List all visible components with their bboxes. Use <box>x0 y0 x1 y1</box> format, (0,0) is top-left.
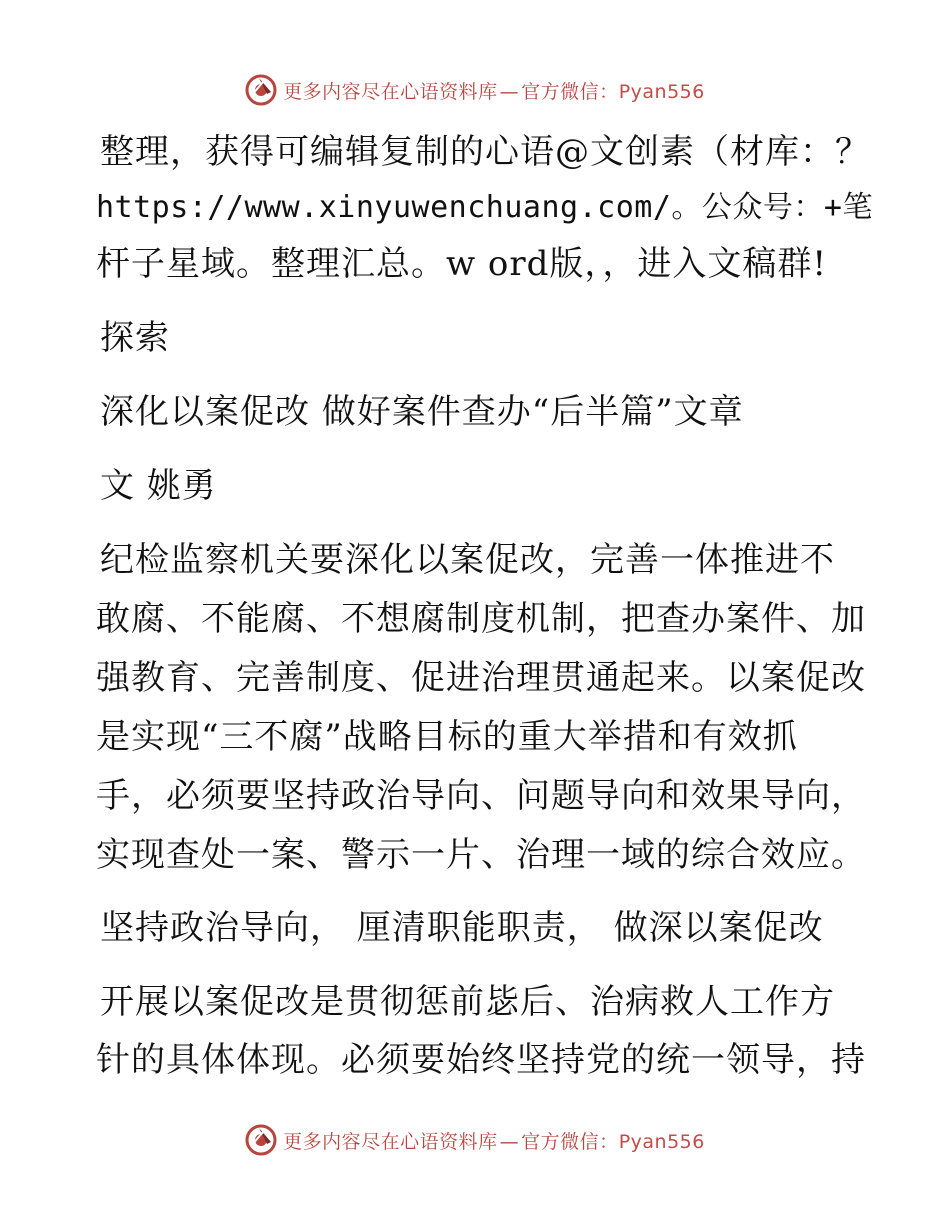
body-line: 实现查处一案、警示一片、治理一域的综合效应。 <box>96 835 866 875</box>
section-label: 探索 <box>100 318 170 358</box>
banner-site-text: 更多内容尽在心语资料库 <box>283 80 498 103</box>
banner-contact-label: 官方微信： <box>521 1130 619 1153</box>
body-line: 开展以案促改是贯彻惩前毖后、治病救人工作方 <box>100 982 835 1022</box>
article-author: 文 姚勇 <box>100 466 217 506</box>
banner-contact-id: Pyan556 <box>618 1130 705 1153</box>
body-line: 强教育、完善制度、促进治理贯通起来。以案促改 <box>96 658 866 698</box>
body-line: 是实现“三不腐”战略目标的重大举措和有效抓 <box>96 717 798 757</box>
footer-banner <box>0 1120 950 1160</box>
article-title: 深化以案促改 做好案件查办“后半篇”文章 <box>100 392 744 432</box>
banner-text <box>283 1127 705 1154</box>
body-line: 纪检监察机关要深化以案促改，完善一体推进不 <box>100 540 835 580</box>
body-line: 手，必须要坚持政治导向、问题导向和效果导向， <box>96 776 866 816</box>
banner-dash: — <box>499 80 520 103</box>
section-heading: 坚持政治导向， 厘清职能职责， 做深以案促改 <box>100 908 824 948</box>
banner-contact-label: 官方微信： <box>521 80 619 103</box>
body-line: https://www.xinyuwenchuang.com/。公众号：+笔 <box>96 190 873 225</box>
body-line: 杆子星域。整理汇总。w ord版，，进入文稿群! <box>96 244 828 284</box>
body-line: 敢腐、不能腐、不想腐制度机制，把查办案件、加 <box>96 599 866 639</box>
logo-icon <box>245 1124 277 1156</box>
banner-dash: — <box>499 1130 520 1153</box>
banner-site-text: 更多内容尽在心语资料库 <box>283 1130 498 1153</box>
body-line: 针的具体体现。必须要始终坚持党的统一领导，持 <box>96 1040 866 1080</box>
body-line: 整理，获得可编辑复制的心语@文创素（材库：？ <box>100 132 870 172</box>
banner-contact-id: Pyan556 <box>618 80 705 103</box>
